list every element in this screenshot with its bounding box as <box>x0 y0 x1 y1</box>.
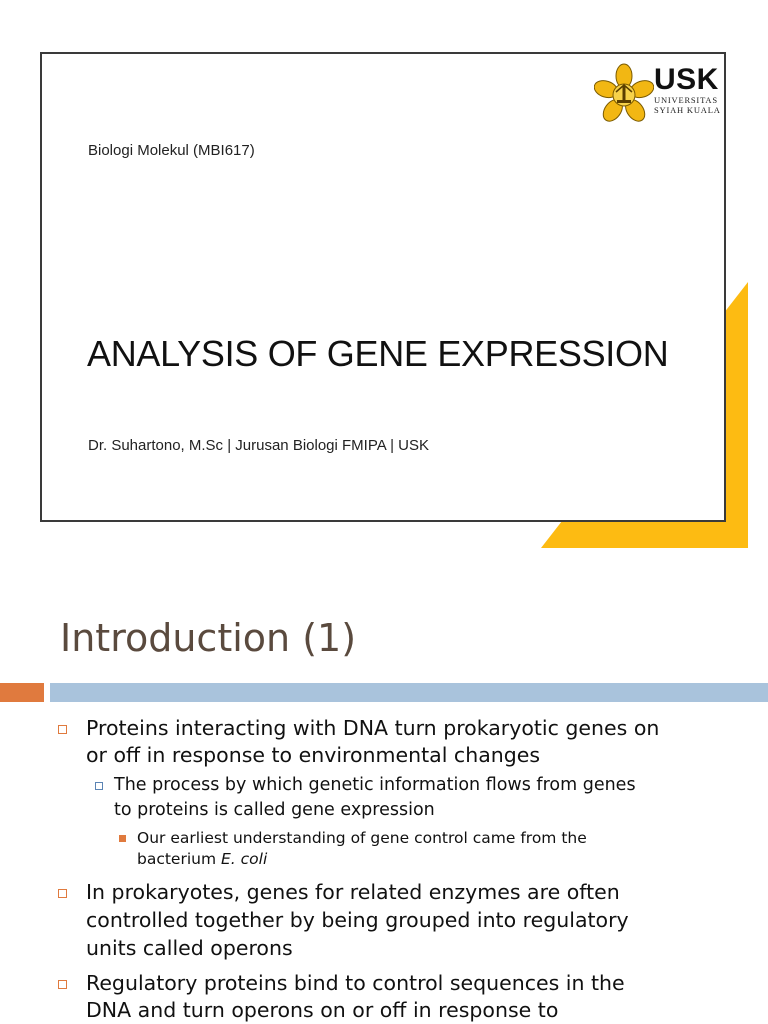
hollow-square-bullet-icon <box>95 782 103 790</box>
logo-line1: UNIVERSITAS <box>654 95 718 105</box>
bullet-text-line: to proteins is called gene expression <box>114 800 435 820</box>
usk-emblem-icon <box>594 62 654 124</box>
logo-line2: SYIAH KUALA <box>654 104 721 115</box>
author-line: Dr. Suhartono, M.Sc | Jurusan Biologi FMIPA | USK <box>88 437 429 454</box>
bullet-text-line: In prokaryotes, genes for related enzymes are often <box>86 880 620 904</box>
bullet-text-line: controlled together by being grouped into regulatory <box>86 908 629 932</box>
bullet-text-line: bacterium E. coli <box>137 850 268 868</box>
hollow-square-bullet-icon <box>58 980 67 989</box>
hollow-square-bullet-icon <box>58 725 67 734</box>
bullet-text-line: Proteins interacting with DNA turn prokaryotic genes on <box>86 716 660 740</box>
bullet-text-line: units called operons <box>86 936 293 960</box>
filled-square-bullet-icon <box>119 835 126 842</box>
introduction-slide <box>0 560 768 1024</box>
usk-logo <box>594 62 724 124</box>
bullet-text-line: Regulatory proteins bind to control sequences in the <box>86 971 625 995</box>
blue-accent-bar <box>50 683 768 702</box>
bullet-text-line: or off in response to environmental changes <box>86 743 541 767</box>
bullet-text-line: The process by which genetic information flows from genes <box>114 775 636 795</box>
usk-logo-text <box>654 64 721 115</box>
course-name: Biologi Molekul (MBI617) <box>88 142 255 159</box>
intro-title: Introduction (1) <box>60 616 357 660</box>
bullet-text-line: DNA and turn operons on or off in response to <box>86 998 559 1022</box>
logo-name: USK <box>654 63 719 96</box>
orange-accent-bar <box>0 683 44 702</box>
slide-title: ANALYSIS OF GENE EXPRESSION <box>87 333 669 374</box>
bullet-text-line: Our earliest understanding of gene control came from the <box>137 829 587 847</box>
hollow-square-bullet-icon <box>58 889 67 898</box>
